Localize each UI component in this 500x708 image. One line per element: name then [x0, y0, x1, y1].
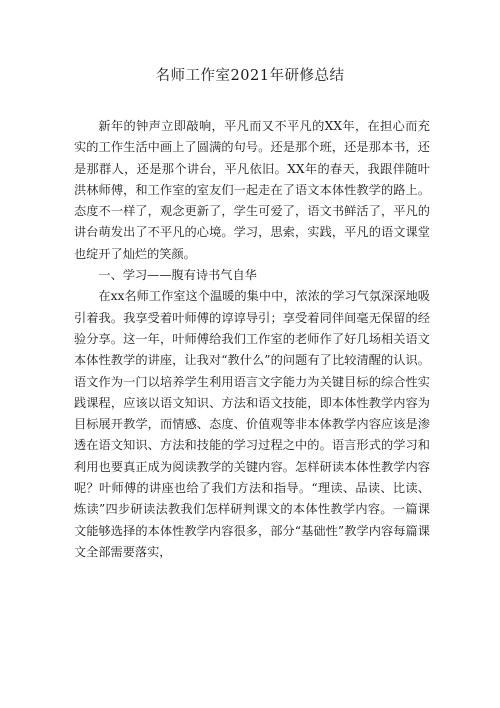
intro-paragraph: 新年的钟声立即敲响，平凡而又不平凡的XX年，在担心而充实的工作生活中画上了圆满的句号。还是那个班，还是那本书，还是那群人，还是那个讲台，平凡依旧。XX年的春天，我跟伴随叶洪林师傅，和工作室的室友们一起走在了语文本体性教学的路上。态度不一样了，观念更新了，学生可爱了，语文书鲜活了，平凡的讲台萌发出了不平凡的心境。学习，思索，实践，平凡的语文课堂也绽开了灿烂的笑颜。 [74, 119, 430, 261]
section-heading-study: 一、学习——腹有诗书气自华 [98, 268, 257, 283]
document-title: 名师工作室2021年研修总结 [155, 68, 345, 84]
document-body [74, 116, 430, 563]
study-paragraph: 在xx名师工作室这个温暖的集中中，浓浓的学习气氛深深地吸引着我。我享受着叶师傅的谆谆导引；享受着同伴间毫无保留的经验分享。这一年，叶师傅给我们工作室的老师作了好几场相关语文本体性教学的讲座，让我对“教什么”的问题有了比较清醒的认识。语文作为一门以培养学生利用语言文字能力为关键目标的综合性实践课程，应该以语文知识、方法和语文技能，即本体性教学内容为目标展开教学，而情感、态度、价值观等非本体教学内容应该是渗透在语文知识、方法和技能的学习过程之中的。语言形式的学习和利用也要真正成为阅读教学的关键内容。怎样研读本体性教学内容呢？叶师傅的讲座也给了我们方法和指导。“理读、品读、比读、炼读”四步研读法教我们怎样研判课文的本体性教学内容。一篇课文能够选择的本体性教学内容很多，部分“基础性”教学内容每篇课文全部需要落实， [74, 289, 430, 559]
